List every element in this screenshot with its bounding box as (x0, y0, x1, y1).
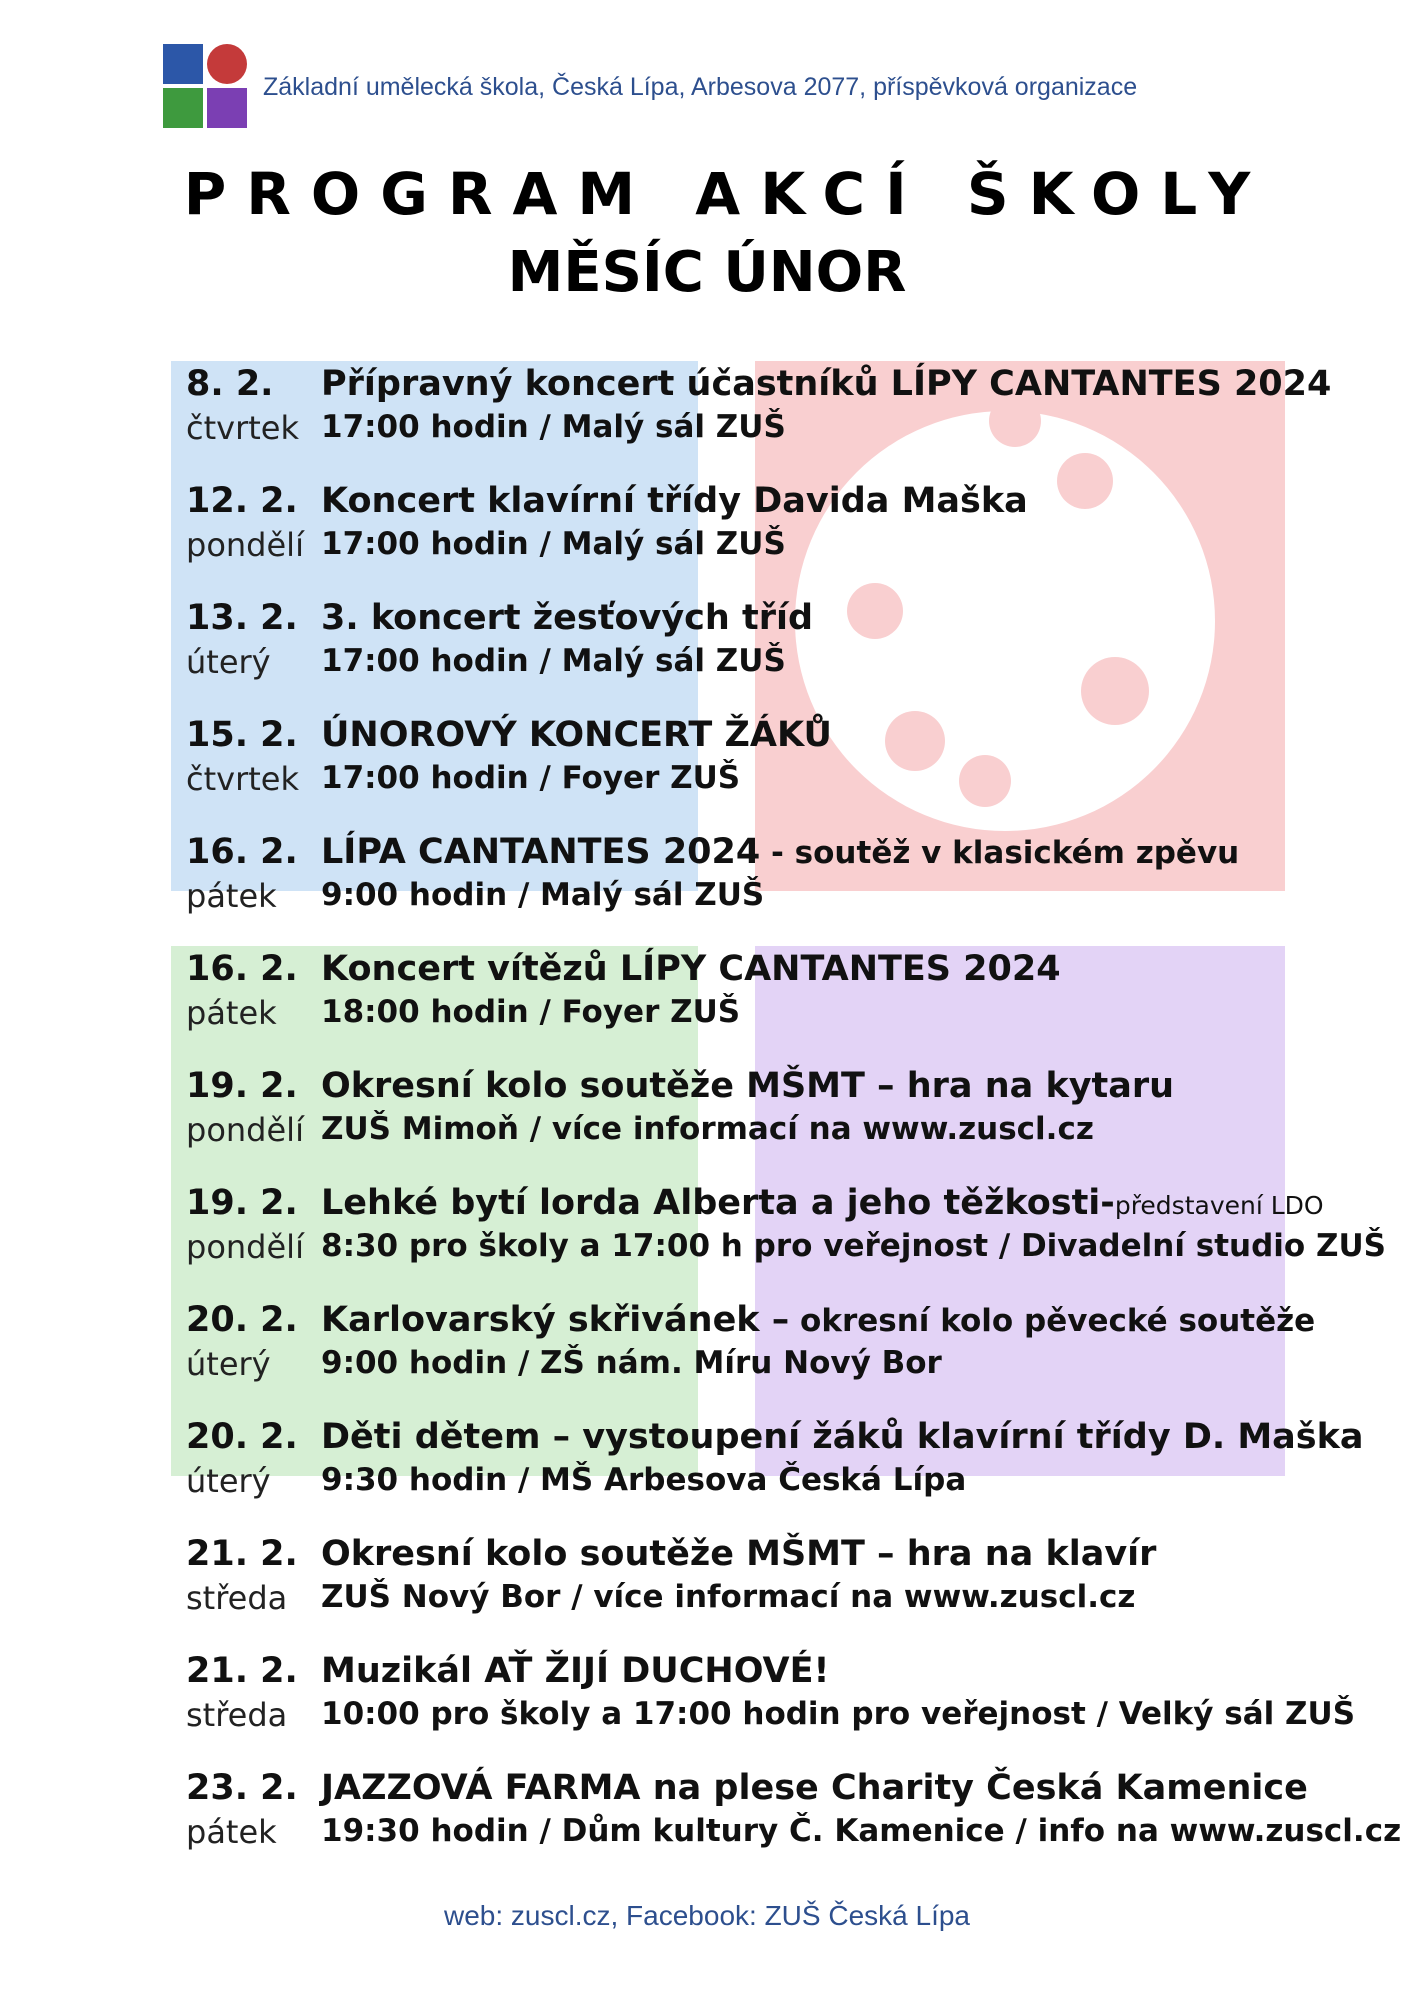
event-detail: 17:00 hodin / Malý sál ZUŠ (321, 643, 786, 679)
logo-purple-square (207, 88, 247, 128)
event-title-line (321, 1066, 1174, 1106)
event-day: úterý (186, 643, 271, 681)
event-day: pondělí (186, 1111, 304, 1149)
event-title-line (321, 949, 1061, 989)
page-title: PROGRAM AKCÍ ŠKOLY (183, 160, 1271, 228)
event-title-line (321, 364, 1331, 404)
event-day: čtvrtek (186, 409, 299, 447)
event-title: Děti dětem – vystoupení žáků klavírní třídy D. Maška (321, 1417, 1364, 1457)
event-day: čtvrtek (186, 760, 299, 798)
event-title: Lehké bytí lorda Alberta a jeho těžkosti- (321, 1183, 1115, 1223)
event-day: úterý (186, 1462, 271, 1500)
event-detail: 9:30 hodin / MŠ Arbesova Česká Lípa (321, 1462, 967, 1498)
event-title: Přípravný koncert účastníků LÍPY CANTANTES 2024 (321, 364, 1332, 404)
event-date: 15. 2. (186, 715, 298, 755)
logo-blue-square (163, 44, 203, 84)
event-date: 16. 2. (186, 949, 298, 989)
event-date: 13. 2. (186, 598, 298, 638)
event-date: 20. 2. (186, 1300, 298, 1340)
event-detail: 8:30 pro školy a 17:00 h pro veřejnost / Divadelní studio ZUŠ (321, 1228, 1386, 1264)
event-title-suffix: - soutěž v klasickém zpěvu (760, 835, 1240, 871)
event-item (186, 1532, 1386, 1649)
event-title-suffix: okresní kolo pěvecké soutěže (789, 1303, 1316, 1339)
event-detail: 9:00 hodin / ZŠ nám. Míru Nový Bor (321, 1345, 942, 1381)
event-item (186, 947, 1386, 1064)
event-title: JAZZOVÁ FARMA na plese Charity Česká Kamenice (321, 1768, 1308, 1808)
event-item (186, 1415, 1386, 1532)
event-item (186, 479, 1386, 596)
event-title: 3. koncert žesťových tříd (321, 598, 814, 638)
event-title: Muzikál AŤ ŽIJÍ DUCHOVÉ! (321, 1651, 830, 1691)
event-day: úterý (186, 1345, 271, 1383)
event-detail: 17:00 hodin / Malý sál ZUŠ (321, 526, 786, 562)
school-logo (163, 44, 249, 130)
event-title: Okresní kolo soutěže MŠMT – hra na klavír (321, 1534, 1157, 1574)
logo-red-palette (207, 44, 247, 84)
event-title-small: představení LDO (1114, 1191, 1324, 1220)
header (163, 42, 1137, 132)
event-date: 12. 2. (186, 481, 298, 521)
event-day: pátek (186, 994, 277, 1032)
event-title-line (321, 598, 813, 638)
event-item (186, 713, 1386, 830)
logo-green-square (163, 88, 203, 128)
event-date: 16. 2. (186, 832, 298, 872)
event-title-line (321, 1300, 1315, 1340)
event-date: 23. 2. (186, 1768, 298, 1808)
event-title-line (321, 832, 1239, 872)
event-list (186, 362, 1402, 1883)
event-day: pondělí (186, 1228, 304, 1266)
event-title-line (321, 1183, 1324, 1223)
event-date: 21. 2. (186, 1534, 298, 1574)
page-subtitle: MĚSÍC ÚNOR (507, 240, 907, 305)
event-item (186, 1181, 1386, 1298)
event-date: 20. 2. (186, 1417, 298, 1457)
event-detail: 10:00 pro školy a 17:00 hodin pro veřejnost / Velký sál ZUŠ (321, 1696, 1356, 1732)
event-detail: 17:00 hodin / Malý sál ZUŠ (321, 409, 786, 445)
event-title: Okresní kolo soutěže MŠMT – hra na kytaru (321, 1066, 1175, 1106)
event-item (186, 1298, 1386, 1415)
event-item (186, 596, 1386, 713)
event-detail: 17:00 hodin / Foyer ZUŠ (321, 760, 741, 796)
event-detail: ZUŠ Nový Bor / více informací na www.zuscl.cz (321, 1579, 1136, 1615)
event-title-line (321, 715, 832, 755)
event-title-line (321, 481, 1028, 521)
event-title-line (321, 1651, 829, 1691)
event-title-line (321, 1768, 1308, 1808)
event-title: ÚNOROVÝ KONCERT ŽÁKŮ (321, 715, 832, 755)
event-title: LÍPA CANTANTES 2024 (321, 832, 761, 872)
event-day: středa (186, 1579, 288, 1617)
event-detail: 9:00 hodin / Malý sál ZUŠ (321, 877, 765, 913)
event-title: Koncert klavírní třídy Davida Maška (321, 481, 1028, 521)
event-date: 21. 2. (186, 1651, 298, 1691)
event-day: pátek (186, 1813, 277, 1851)
event-date: 19. 2. (186, 1183, 298, 1223)
event-day: pondělí (186, 526, 304, 564)
event-day: středa (186, 1696, 288, 1734)
event-detail: 18:00 hodin / Foyer ZUŠ (321, 994, 741, 1030)
event-date: 8. 2. (186, 364, 274, 404)
event-date: 19. 2. (186, 1066, 298, 1106)
event-detail: ZUŠ Mimoň / více informací na www.zuscl.cz (321, 1111, 1094, 1147)
event-item (186, 1064, 1386, 1181)
event-item (186, 1649, 1386, 1766)
footer-web-facebook: web: zuscl.cz, Facebook: ZUŠ Česká Lípa (444, 1900, 970, 1931)
event-item (186, 830, 1386, 947)
event-item (186, 362, 1386, 479)
event-title-line (321, 1534, 1156, 1574)
event-item (186, 1766, 1402, 1883)
event-detail: 19:30 hodin / Dům kultury Č. Kamenice / info na www.zuscl.cz (321, 1813, 1402, 1849)
event-day: pátek (186, 877, 277, 915)
event-title: Koncert vítězů LÍPY CANTANTES 2024 (321, 949, 1061, 989)
organization-name: Základní umělecká škola, Česká Lípa, Arbesova 2077, příspěvková organizace (263, 72, 1138, 101)
event-title: Karlovarský skřivánek – (321, 1300, 790, 1340)
event-title-line (321, 1417, 1364, 1457)
